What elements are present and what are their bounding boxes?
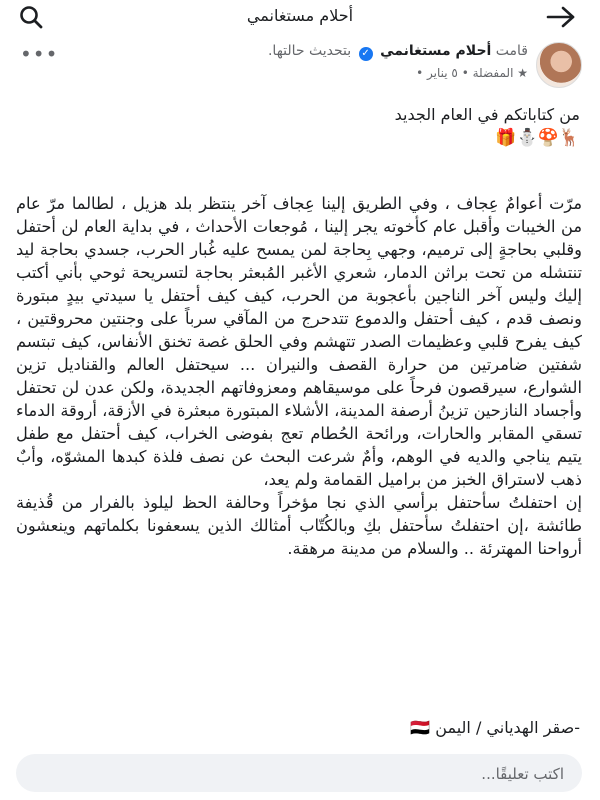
avatar[interactable] [536,42,582,88]
more-options-button[interactable] [20,42,58,66]
emoji-row: 🦌🍄⛄🎁 [495,128,580,148]
star-icon: ★ [517,66,528,80]
action-verb: قامت [495,43,528,59]
audience-label: المفضلة [472,66,514,80]
page-title: أحلام مستغانمي [246,6,354,25]
post-meta [416,66,528,80]
post-body [16,192,582,560]
meta-separator: • [416,66,424,80]
action-text: بتحديث حالتها. [267,43,352,59]
meta-separator: • [461,66,469,80]
post-signature: -صقر الهدياني / اليمن 🇾🇪 [410,718,580,737]
comment-input[interactable] [32,754,566,794]
author-name[interactable]: أحلام مستغانمي [380,43,492,59]
post-intro: من كتاباتكم في العام الجديد [394,105,580,124]
verified-badge-icon: ✓ [359,47,373,61]
more-horizontal-icon: ••• [20,42,59,66]
post-paragraph: مرّت أعوامٌ عِجاف ، وفي الطريق إلينا عِجاف آخر ينتظر بلد هزيل ، لطالما مرّ عام من الخيبات وأقبل عام كأخوته يجر إلينا ، مُوجعات الأحداث ، في بداية العام لن أحتفل وقلبي بحاجةٍ إلى ترميم، وجهي بِحاجة لمن يمسح عليه غُبار الحرب، جسدي بحاجة ليد تنتشله من تحت براثن الدمار، شعري الأغبر المُبعثر بحاجة لتسريحة ثوحي بأني أكتب إليك وليس آخر الناجين بأعجوبة من الحرب، كيف كيف أحتفل يا سيدتي بيدٍ مبتورة ونصف قدم ، كيف أحتفل والدموع تتدحرج من المآقي سرباً على وجنتين محروقتين ، كيف يفرح قلبي وعظيمات الصدر تتهشم وفي الحلق غصة تخنق الأنفاس، كيف تبتسم شفتين ضامرتين من حرارة القصف والنيران ... سيحتفل العالم والقناديل تزين الشوارع، سيرقصون فرحاً على موسيقاهم ومعزوفاتهم الجديدة، ولكن عدن لن تحتفل وأجساد النازحين تزينُ أرصفة المدينة، الأشلاء المبتورة مبعثرة في الأزقة، أروقة الدماء تسقي المقابر والحارات، ورائحة الحُطام تعج بفوضى الخراب، كيف أحتفل مع طفل يتيم يناجي والديه في الوهم، وأمٌ شرعت البحث عن نصف فلذة كبدها المشوّه، وأبٌ ذهب لاستراق الخبز من براميل القمامة ولم يعد، [16,194,582,489]
comment-bar[interactable] [16,754,582,792]
post-paragraph: إن احتفلتُ سأحتفل برأسي الذي نجا مؤخراً وحالفة الحظ ليلوذ بالفرار من قُذيفة طائشة ،إن احتفلتُ سأحتفل بكِ وبالكُتّاب أمثالك الذين يسعفونا بكلماتهم وينعشون أرواحنا المهترئة .. والسلام من مدينة مرهقة. [16,493,582,558]
arrow-right-icon [544,4,578,30]
top-bar [0,0,600,34]
back-button[interactable] [544,4,578,30]
post-header-line [268,43,528,61]
post-header [0,36,600,88]
post-date[interactable]: ٥ يناير [427,66,458,80]
